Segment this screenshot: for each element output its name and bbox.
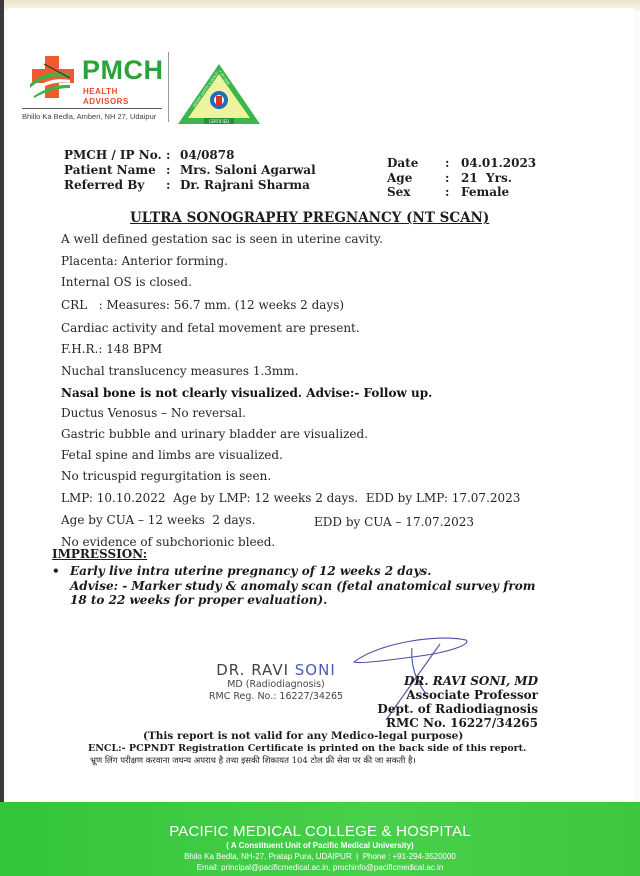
enclosure-note: ENCL:- PCPNDT Registration Certificate is printed on the back side of this report. [88, 743, 527, 754]
doctor-designation: Associate Professor [406, 688, 538, 702]
doctor-rmc: RMC No. 16227/34265 [386, 716, 538, 730]
date-label: Date [387, 156, 419, 170]
separator: : [445, 185, 450, 199]
footer-title: PACIFIC MEDICAL COLLEGE & HOSPITAL [169, 823, 471, 840]
info-row-sex [387, 185, 536, 200]
footer-email: Email: principal@pacificmedical.ac.in, prochinfo@pacificmedical.ac.in [196, 863, 444, 872]
logo-title: PMCH [82, 55, 164, 85]
separator: : [445, 170, 450, 185]
patient-info-left [64, 148, 316, 193]
report-title: ULTRA SONOGRAPHY PREGNANCY (NT SCAN) [130, 210, 490, 226]
finding-line: Ductus Venosus – No reversal. [61, 406, 246, 420]
footer-subtitle: ( A Constituent Unit of Pacific Medical University) [226, 841, 414, 850]
finding-line-lmp: LMP: 10.10.2022 Age by LMP: 12 weeks 2 days. EDD by LMP: 17.07.2023 [61, 491, 521, 505]
doctor-name: DR. RAVI SONI, MD [404, 674, 538, 688]
logo-subtitle: HEALTH ADVISORS [83, 87, 129, 106]
info-row-date [387, 156, 536, 171]
referred-by-value: Dr. Rajrani Sharma [180, 178, 310, 192]
patient-name-value: Mrs. Saloni Agarwal [180, 163, 316, 177]
impression-line: 18 to 22 weeks for proper evaluation). [70, 593, 328, 607]
finding-line: Cardiac activity and fetal movement are present. [61, 321, 360, 335]
finding-line: F.H.R.: 148 BPM [61, 342, 163, 356]
info-row-ip [64, 148, 316, 163]
scan-edge-left [0, 0, 4, 876]
badge-certified-text: CERTIFIED [208, 119, 230, 124]
referred-by-label: Referred By [64, 178, 145, 192]
badge-top-text-path: PATIENT SAFETY & QUALITY OF CARE [192, 69, 231, 108]
finding-line: Gastric bubble and urinary bladder are visualized. [61, 427, 369, 441]
date-value: 04.01.2023 [461, 156, 537, 170]
impression-block [52, 564, 592, 608]
finding-line: Nuchal translucency measures 1.3mm. [61, 364, 299, 378]
sex-value: Female [461, 185, 510, 199]
hindi-notice: भ्रूण लिंग परीक्षण करवाना जघन्य अपराध है तथा इसकी शिकायत 104 टोल फ्री सेवा पर की जा सकती है। [90, 756, 416, 766]
footer-band [0, 802, 640, 876]
finding-line: No tricuspid regurgitation is seen. [61, 469, 272, 483]
medical-cross-icon [30, 54, 76, 100]
nabh-badge-icon [176, 62, 262, 126]
header-divider [168, 52, 169, 122]
finding-line: No evidence of subchorionic bleed. [61, 535, 276, 549]
patient-name-label: Patient Name [64, 163, 156, 177]
doctor-signature-block [368, 674, 538, 730]
pmch-logo [22, 50, 164, 124]
stamp-reg: RMC Reg. No.: 16227/34265 [208, 691, 344, 702]
ip-value: 04/0878 [180, 148, 235, 162]
finding-line: A well defined gestation sac is seen in uterine cavity. [61, 232, 383, 246]
logo-address: Bhillo Ka Bedla, Amberi, NH 27, Udaipur [22, 108, 162, 122]
finding-line: Fetal spine and limbs are visualized. [61, 448, 283, 462]
impression-heading: IMPRESSION: [52, 547, 148, 561]
stamp-name-last: SONI [294, 661, 336, 679]
info-row-age [387, 171, 536, 186]
age-value: 21 Yrs. [461, 170, 512, 185]
separator: : [166, 163, 171, 177]
stamp-name [196, 661, 356, 679]
patient-info-right [387, 156, 536, 200]
stamp-name-first: DR. RAVI [216, 661, 295, 679]
impression-line: Early live intra uterine pregnancy of 12 weeks 2 days. [70, 564, 432, 578]
separator: : [166, 148, 171, 162]
finding-line-nasal-bone: Nasal bone is not clearly visualized. Advise:- Follow up. [61, 386, 433, 400]
finding-line-cua: Age by CUA – 12 weeks 2 days. [61, 513, 256, 527]
ip-label: PMCH / IP No. [64, 148, 162, 162]
sex-label: Sex [387, 185, 411, 199]
info-row-referred-by [64, 178, 316, 193]
age-label: Age [387, 170, 413, 185]
info-row-patient-name [64, 163, 316, 178]
doctor-stamp [196, 661, 356, 703]
edd-by-cua: EDD by CUA – 17.07.2023 [314, 515, 475, 529]
impression-line: Advise: - Marker study & anomaly scan (fetal anatomical survey from [70, 578, 536, 593]
finding-line: CRL : Measures: 56.7 mm. (12 weeks 2 days) [61, 298, 345, 312]
finding-line: Internal OS is closed. [61, 275, 192, 289]
footer-address: Bhilo Ka Bedla, NH-27, Pratap Pura, UDAIPUR | Phone : +91-294-3520000 [184, 852, 456, 861]
bullet-icon: • [52, 564, 60, 578]
separator: : [166, 178, 171, 192]
stamp-degree: MD (Radiodiagnosis) [227, 679, 325, 690]
finding-line: Placenta: Anterior forming. [61, 254, 228, 268]
separator: : [445, 156, 450, 170]
disclaimer: (This report is not valid for any Medico-legal purpose) [143, 730, 464, 742]
doctor-department: Dept. of Radiodiagnosis [377, 702, 538, 716]
